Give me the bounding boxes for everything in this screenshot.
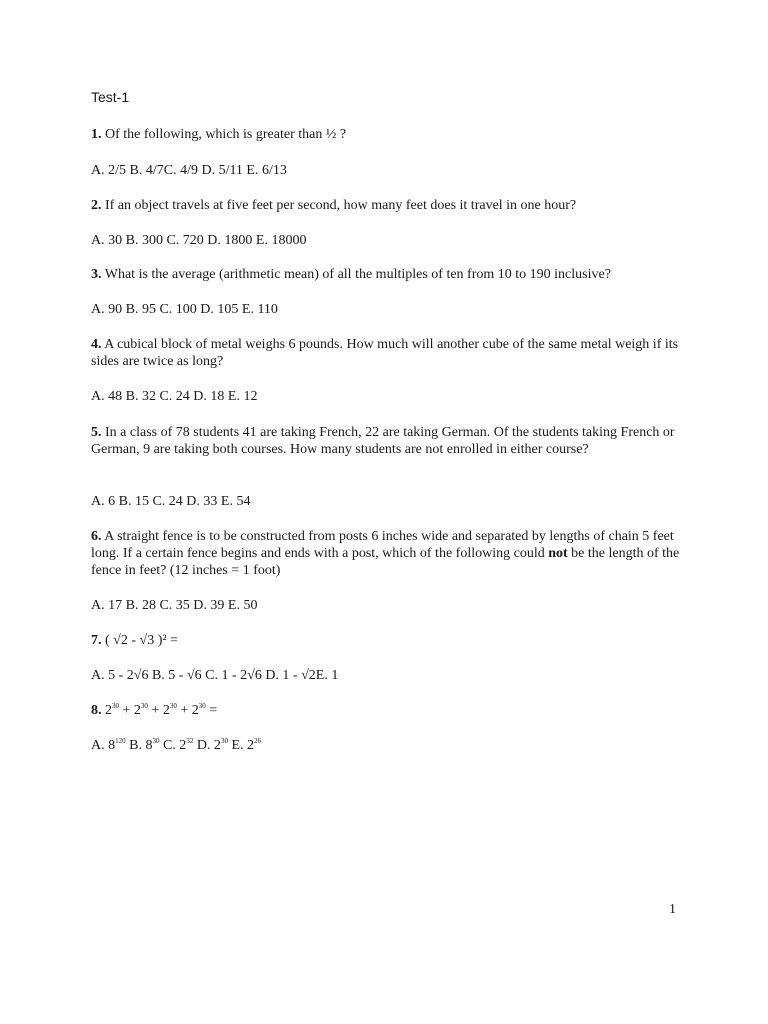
question-4 — [91, 336, 681, 370]
answer-8-c: C. 2 — [159, 738, 187, 753]
term-2-exponent: 30 — [140, 702, 148, 710]
page-number: 1 — [669, 902, 676, 917]
term-1-exponent: 30 — [112, 702, 119, 710]
question-1 — [91, 126, 681, 143]
answer-8-e: E. 2 — [227, 738, 254, 753]
question-3-text: What is the average (arithmetic mean) of all the multiples of ten from 10 to 190 inclusive? — [101, 267, 611, 282]
answers-4: A. 48 B. 32 C. 24 D. 18 E. 12 — [91, 389, 258, 404]
answers-2: A. 30 B. 300 C. 720 D. 1800 E. 18000 — [91, 233, 307, 248]
question-7-number: 7. — [91, 633, 102, 648]
question-7-text: ( √2 - √3 )² = — [101, 633, 178, 648]
answer-8-a-exponent: 120 — [115, 737, 126, 745]
question-6-text-start: A straight fence is to be constructed from posts 6 inches wide and separated by lengths of chain 5 feet long. If a certain fence begins and ends with a post, which of the following could — [91, 529, 674, 561]
term-2-base: 2 — [133, 703, 141, 718]
term-4-exponent: 30 — [198, 702, 206, 710]
answers-8 — [91, 737, 681, 754]
term-1-base: 2 — [105, 703, 112, 718]
term-3-exponent: 30 — [169, 702, 177, 710]
plus-2: + — [147, 703, 163, 718]
question-8 — [91, 702, 681, 719]
question-2 — [91, 197, 681, 214]
answers-3: A. 90 B. 95 C. 100 D. 105 E. 110 — [91, 302, 278, 317]
question-6-number: 6. — [91, 529, 102, 544]
question-8-expression — [105, 703, 217, 718]
question-1-text: Of the following, which is greater than ½ ? — [101, 127, 347, 142]
term-4-base: 2 — [191, 703, 199, 718]
question-5 — [91, 424, 681, 458]
answer-8-d: D. 2 — [193, 738, 221, 753]
question-6-emphasis: not — [548, 546, 568, 561]
question-2-text: If an object travels at five feet per second, how many feet does it travel in one hour? — [101, 198, 577, 213]
answers-5: A. 6 B. 15 C. 24 D. 33 E. 54 — [91, 494, 251, 509]
question-6 — [91, 528, 681, 579]
question-2-number: 2. — [91, 198, 102, 213]
answers-6: A. 17 B. 28 C. 35 D. 39 E. 50 — [91, 598, 258, 613]
question-4-number: 4. — [91, 337, 102, 352]
term-3-base: 2 — [162, 703, 170, 718]
question-5-text: In a class of 78 students 41 are taking French, 22 are taking German. Of the students taking French or German, 9 are taking both courses. How many students are not enrolled in either course? — [91, 425, 675, 457]
answer-8-e-exponent: 26 — [254, 737, 261, 745]
plus-1: + — [119, 703, 134, 718]
answer-8-a: A. 8 — [91, 738, 116, 753]
answers-1: A. 2/5 B. 4/7C. 4/9 D. 5/11 E. 6/13 — [91, 163, 287, 178]
answers-7: A. 5 - 2√6 B. 5 - √6 C. 1 - 2√6 D. 1 - √2E. 1 — [91, 668, 339, 683]
question-4-text: A cubical block of metal weighs 6 pounds. How much will another cube of the same metal weigh if its sides are twice as long? — [91, 337, 679, 369]
question-3-number: 3. — [91, 267, 102, 282]
question-3 — [91, 266, 681, 283]
answer-8-b: B. 8 — [125, 738, 153, 753]
plus-3: + — [176, 703, 192, 718]
question-8-number: 8. — [91, 703, 102, 718]
question-6-text-end: be the length of the fence in feet? (12 inches = 1 foot) — [91, 546, 680, 578]
answer-8-d-exponent: 30 — [220, 737, 228, 745]
question-7 — [91, 632, 681, 649]
answer-8-b-exponent: 30 — [152, 737, 160, 745]
answer-8-c-exponent: 32 — [186, 737, 194, 745]
equals-sign: = — [205, 703, 218, 718]
document-title: Test-1 — [91, 89, 130, 105]
question-1-number: 1. — [91, 127, 102, 142]
question-5-number: 5. — [91, 425, 102, 440]
